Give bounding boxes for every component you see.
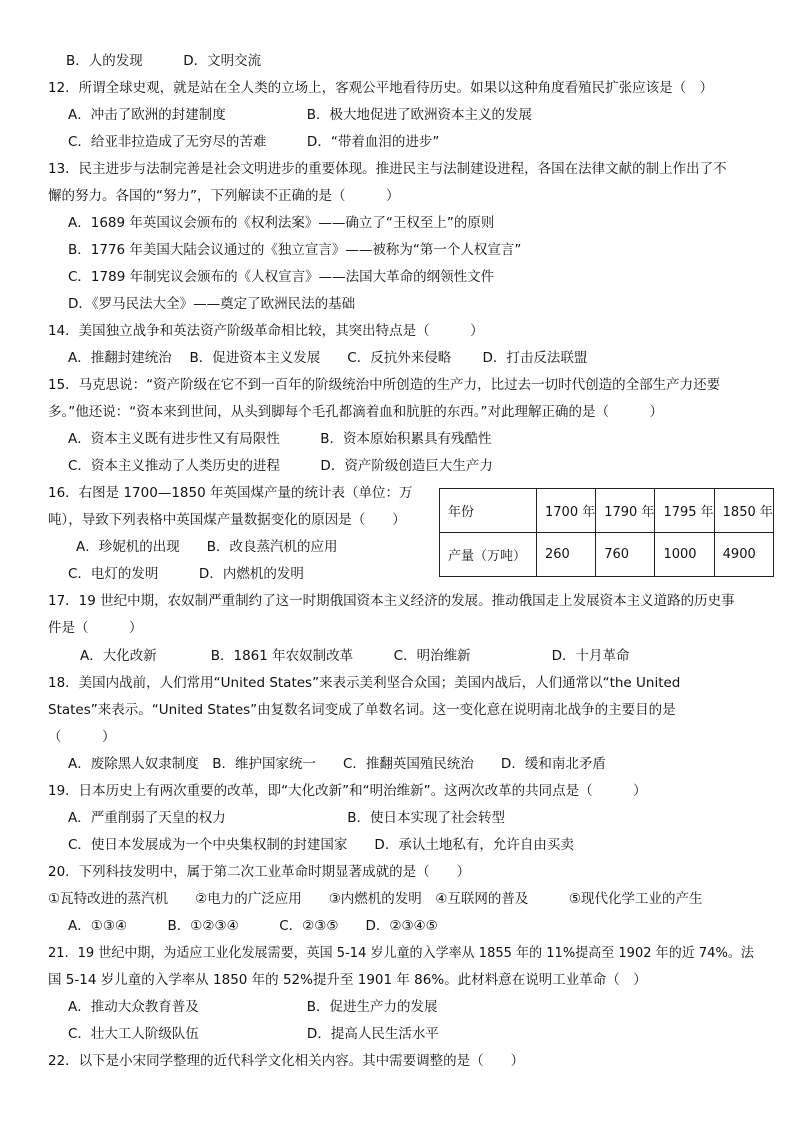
text-line: 多。”他还说：“资本来到世间，从头到脚每个毛孔都滴着血和肮脏的东西。”对此理解正确的是（ ） [48, 404, 663, 420]
table-cell-output: 1000 [655, 533, 714, 577]
text-line: B．人的发现 D．文明交流 [66, 53, 262, 69]
text-line: A．①③④ B．①②③④ C．②③⑤ D．②③④⑤ [68, 918, 438, 934]
text-line: 国 5-14 岁儿童的入学率从 1850 年的 52%提升至 1901 年 86%。此材料意在说明工业革命（ ） [48, 972, 647, 988]
text-line: 16．右图是 1700—1850 年英国煤产量的统计表（单位：万 [48, 485, 413, 501]
text-line: 20．下列科技发明中，属于第二次工业革命时期显著成就的是（ ） [48, 864, 471, 880]
table-cell-year: 1795 年 [655, 489, 714, 533]
text-line: C．壮大工人阶级队伍 D．提高人民生活水平 [68, 1026, 439, 1042]
text-line: B．1776 年美国大陆会议通过的《独立宣言》——被称为“第一个人权宣言” [68, 242, 522, 258]
text-line: 17．19 世纪中期，农奴制严重制约了这一时期俄国资本主义经济的发展。推动俄国走上发展资本主义道路的历史事 [48, 593, 735, 609]
table-cell-output: 4900 [714, 533, 773, 577]
text-line: 13．民主进步与法制完善是社会文明进步的重要体现。推进民主与法制建设进程，各国在法律文献的制上作出了不 [48, 161, 727, 177]
table-row-output [440, 533, 774, 577]
text-line: 懈的努力。各国的“努力”，下列解读不正确的是（ ） [48, 188, 400, 204]
text-line: 14．美国独立战争和英法资产阶级革命相比较，其突出特点是（ ） [48, 323, 484, 339]
table-cell-output: 260 [537, 533, 596, 577]
text-line: 吨），导致下列表格中英国煤产量数据变化的原因是（ ） [48, 512, 406, 528]
text-line: （ ） [48, 729, 116, 745]
table-cell-year: 1700 年 [537, 489, 596, 533]
text-line: C．使日本发展成为一个中央集权制的封建国家 D．承认土地私有，允许自由买卖 [68, 837, 574, 853]
text-line: D．《罗马民法大全》——奠定了欧洲民法的基础 [68, 296, 356, 312]
text-line: 21．19 世纪中期，为适应工业化发展需要，英国 5-14 岁儿童的入学率从 1855 年的 11%提高至 1902 年的近 74%。法 [48, 945, 754, 961]
text-line: 12．所谓全球史观，就是站在全人类的立场上，客观公平地看待历史。如果以这种角度看殖民扩张应该是（ ） [48, 80, 714, 96]
table-cell-year: 1790 年 [596, 489, 655, 533]
table-header-year: 年份 [440, 489, 537, 533]
text-line: C．资本主义推动了人类历史的进程 D．资产阶级创造巨大生产力 [68, 458, 493, 474]
text-line: A．推动大众教育普及 B．促进生产力的发展 [68, 999, 438, 1015]
text-line: 15．马克思说：“资产阶级在它不到一百年的阶级统治中所创造的生产力，比过去一切时代创造的全部生产力还要 [48, 377, 721, 393]
text-line: A．珍妮机的出现 B．改良蒸汽机的应用 [76, 539, 338, 555]
table-header-output: 产量（万吨） [440, 533, 537, 577]
text-line: A．资本主义既有进步性又有局限性 B．资本原始积累具有残酷性 [68, 431, 492, 447]
text-line: A．1689 年英国议会颁布的《权利法案》——确立了“王权至上”的原则 [68, 215, 495, 231]
text-line: 18．美国内战前，人们常用“United States”来表示美利坚合众国；美国内战后，人们通常以“the United [48, 675, 681, 691]
text-line: 件是（ ） [48, 620, 143, 636]
text-line: 19．日本历史上有两次重要的改革，即“大化改新”和“明治维新”。这两次改革的共同点是（ ） [48, 783, 647, 799]
text-line: A．推翻封建统治 B．促进资本主义发展 C．反抗外来侵略 D．打击反法联盟 [68, 350, 588, 366]
table-row-years [440, 489, 774, 533]
text-line: C．给亚非拉造成了无穷尽的苦难 D．“带着血泪的进步” [68, 134, 440, 150]
text-line: A．严重削弱了天皇的权力 B．使日本实现了社会转型 [68, 810, 505, 826]
text-line: C．电灯的发明 D．内燃机的发明 [68, 566, 304, 582]
table-cell-year: 1850 年 [714, 489, 773, 533]
text-line: ①瓦特改进的蒸汽机 ②电力的广泛应用 ③内燃机的发明 ④互联网的普及 ⑤现代化学工业的产生 [48, 891, 703, 907]
text-line: 22．以下是小宋同学整理的近代科学文化相关内容。其中需要调整的是（ ） [48, 1053, 525, 1069]
table-cell-output: 760 [596, 533, 655, 577]
text-line: C．1789 年制宪议会颁布的《人权宣言》——法国大革命的纲领性文件 [68, 269, 495, 285]
text-line: A．冲击了欧洲的封建制度 B．极大地促进了欧洲资本主义的发展 [68, 107, 532, 123]
text-line: States”来表示。“United States”由复数名词变成了单数名词。这一变化意在说明南北战争的主要目的是 [48, 702, 676, 718]
text-line: A．废除黑人奴隶制度 B．维护国家统一 C．推翻英国殖民统治 D．缓和南北矛盾 [68, 756, 606, 772]
text-line: A．大化改新 B．1861 年农奴制改革 C．明治维新 D．十月革命 [80, 648, 630, 664]
coal-output-table [439, 488, 774, 577]
